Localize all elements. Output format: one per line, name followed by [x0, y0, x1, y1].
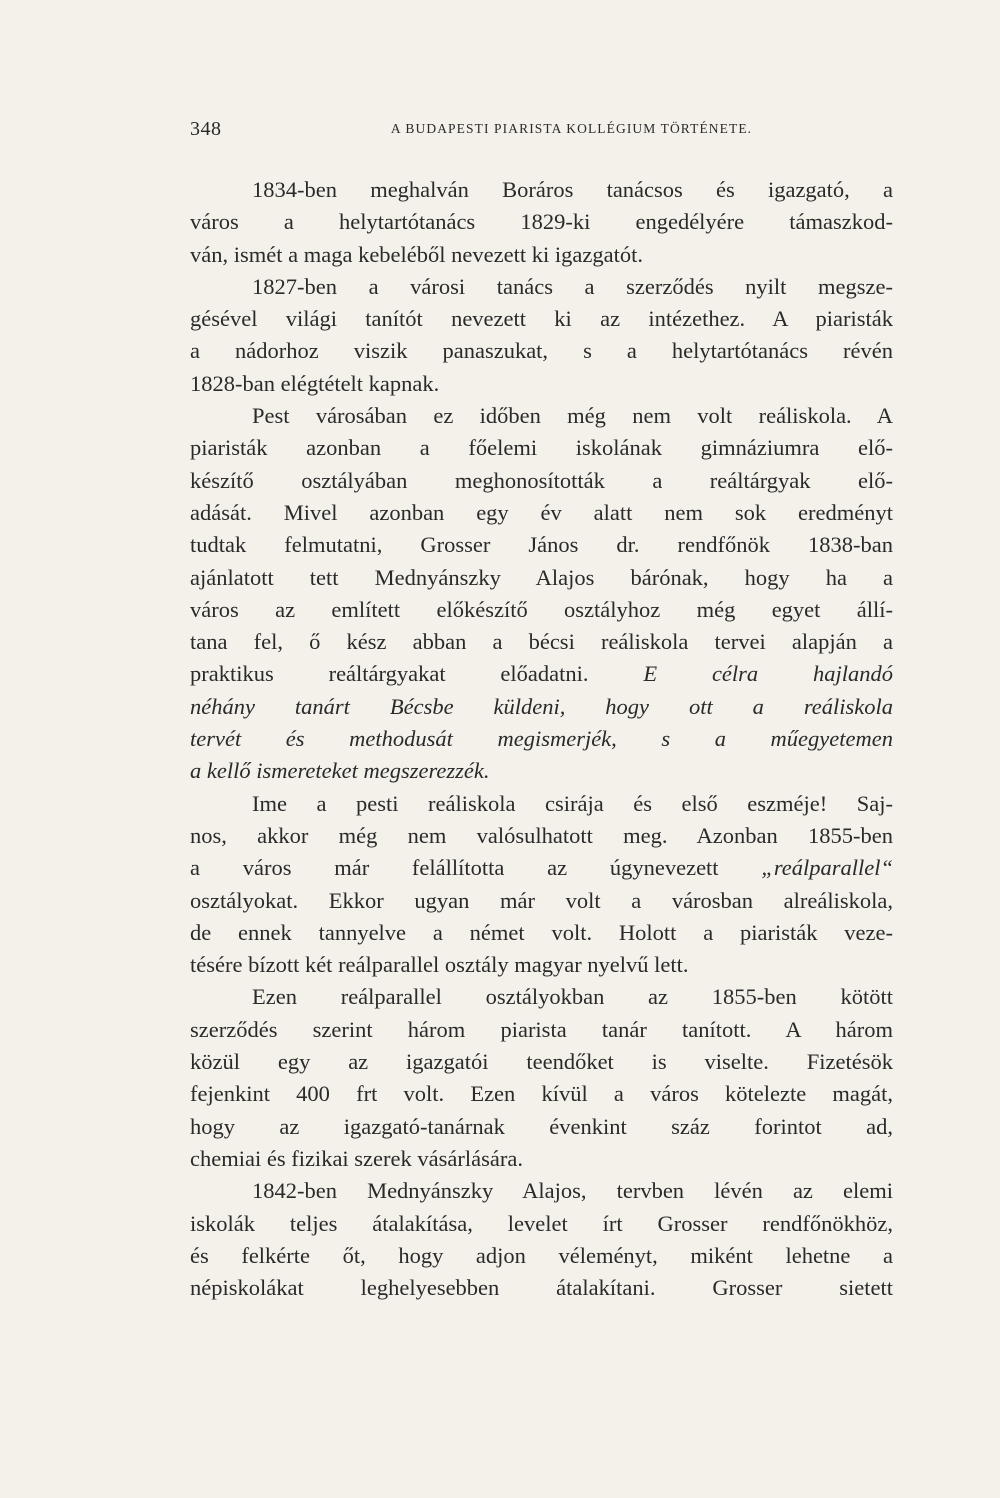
text-line: közül egy az igazgatói teendőket is viselte. Fizetésök [190, 1049, 893, 1075]
text-line: 1828-ban elégtételt kapnak. [190, 370, 440, 396]
text-line: 1827-ben a városi tanács a szerződés nyilt megsze- [252, 273, 893, 299]
text-line: 1842-ben Mednyánszky Alajos, tervben lévén az elemi [252, 1178, 893, 1204]
text-line: és felkérte őt, hogy adjon véleményt, miként lehetne a [190, 1242, 893, 1268]
text-line: Ezen reálparallel osztályokban az 1855-ben kötött [252, 984, 893, 1010]
text-line: Pest városában ez időben még nem volt reáliskola. A [252, 403, 893, 429]
text-line: gésével világi tanítót nevezett ki az intézethez. A piaristák [190, 306, 893, 332]
text-line: népiskolákat leghelyesebben átalakítani. Grosser sietett [190, 1275, 893, 1301]
text-line: tésére bízott két reálparallel osztály magyar nyelvű lett. [190, 952, 689, 978]
text-line: hogy az igazgató-tanárnak évenkint száz forintot ad, [190, 1113, 893, 1139]
page-header [190, 118, 893, 142]
text-line-mixed [190, 852, 893, 884]
running-title: A BUDAPESTI PIARISTA KOLLÉGIUM TÖRTÉNETE. [390, 121, 753, 136]
text-line: város a helytartótanács 1829-ki engedélyére támaszkod- [190, 209, 893, 235]
text-line: nos, akkor még nem valósulhatott meg. Azonban 1855-ben [190, 822, 893, 848]
text-line: de ennek tannyelve a német volt. Holott a piaristák veze- [190, 919, 893, 945]
text-line: ván, ismét a maga kebeléből nevezett ki igazgatót. [190, 241, 643, 267]
text-line: a nádorhoz viszik panaszukat, s a helytartótanács révén [190, 338, 893, 364]
text-segment: praktikus reáltárgyakat előadatni. [190, 661, 589, 687]
page-number: 348 [190, 118, 222, 140]
italic-segment: „reálparallel“ [761, 855, 893, 881]
text-line: fejenkint 400 frt volt. Ezen kívül a város kötelezte magát, [190, 1081, 893, 1107]
text-line: 1834-ben meghalván Boráros tanácsos és igazgató, a [252, 177, 893, 202]
text-line: tana fel, ő kész abban a bécsi reáliskola tervei alapján a [190, 629, 893, 655]
text-line: város az említett előkészítő osztályhoz még egyet állí- [190, 596, 893, 622]
text-line: iskolák teljes átalakítása, levelet írt Grosser rendfőnökhöz, [190, 1210, 893, 1236]
italic-line: tervét és methodusát megismerjék, s a műegyetemen [190, 726, 893, 752]
text-line: ajánlatott tett Mednyánszky Alajos bárónak, hogy ha a [190, 564, 893, 590]
text-line: Ime a pesti reáliskola csirája és első eszméje! Saj- [252, 790, 893, 816]
text-line: piaristák azonban a főelemi iskolának gimnáziumra elő- [190, 435, 893, 461]
text-segment: a város már felállította az úgynevezett [190, 855, 719, 881]
text-line: tudtak felmutatni, Grosser János dr. rendfőnök 1838-ban [190, 532, 893, 558]
italic-segment: E célra hajlandó [643, 661, 894, 687]
text-line: készítő osztályában meghonosították a reáltárgyak elő- [190, 467, 893, 493]
text-line-mixed [190, 658, 893, 690]
text-line: chemiai és fizikai szerek vásárlására. [190, 1145, 523, 1171]
text-line: adását. Mivel azonban egy év alatt nem sok eredményt [190, 499, 893, 525]
text-line: osztályokat. Ekkor ugyan már volt a városban alreáliskola, [190, 887, 893, 913]
text-line: szerződés szerint három piarista tanár tanított. A három [190, 1016, 893, 1042]
italic-line: a kellő ismereteket megszerezzék. [190, 758, 490, 784]
body-text [190, 174, 893, 1304]
italic-line: néhány tanárt Bécsbe küldeni, hogy ott a reáliskola [190, 693, 893, 719]
